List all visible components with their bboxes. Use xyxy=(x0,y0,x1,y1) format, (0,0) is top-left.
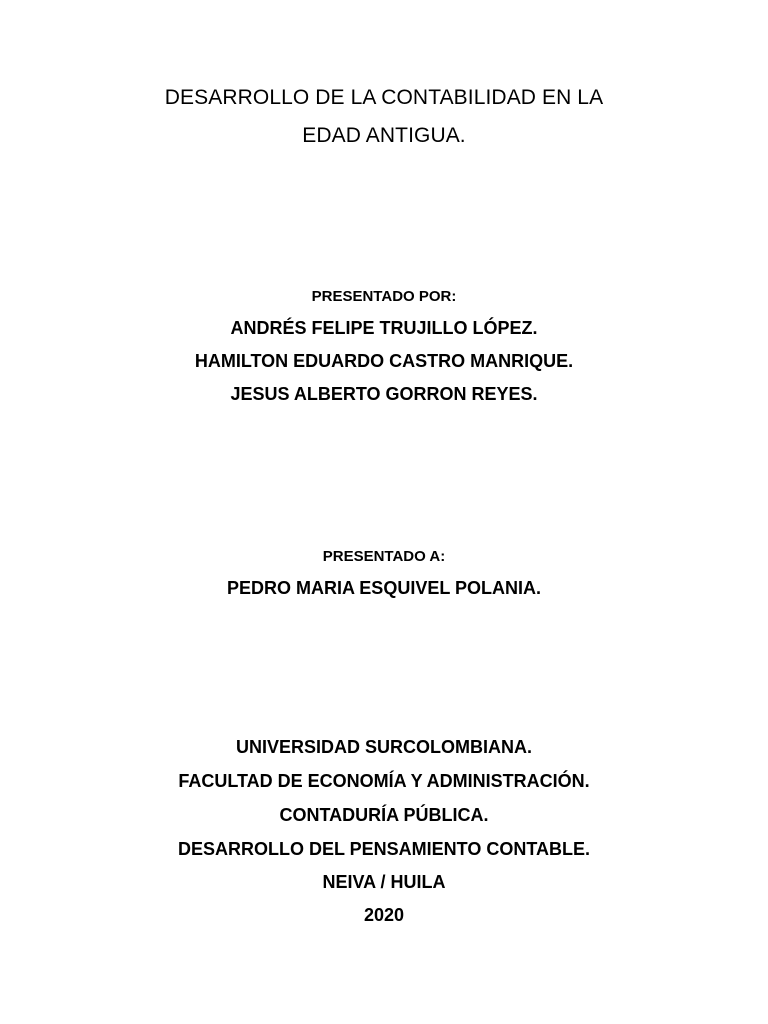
author-name: ANDRÉS FELIPE TRUJILLO LÓPEZ. xyxy=(230,318,538,338)
document-title-line-1: DESARROLLO DE LA CONTABILIDAD EN LA xyxy=(164,86,604,109)
author-name: JESUS ALBERTO GORRON REYES. xyxy=(230,384,538,404)
program-name: CONTADURÍA PÚBLICA. xyxy=(279,805,489,825)
presented-to-label: PRESENTADO A: xyxy=(322,548,446,565)
location: NEIVA / HUILA xyxy=(322,872,446,892)
year: 2020 xyxy=(363,905,405,925)
faculty-name: FACULTAD DE ECONOMÍA Y ADMINISTRACIÓN. xyxy=(178,771,590,791)
document-title-line-2: EDAD ANTIGUA. xyxy=(302,124,466,147)
recipient-name: PEDRO MARIA ESQUIVEL POLANIA. xyxy=(226,578,542,598)
university-name: UNIVERSIDAD SURCOLOMBIANA. xyxy=(235,737,532,757)
course-name: DESARROLLO DEL PENSAMIENTO CONTABLE. xyxy=(177,839,591,859)
author-name: HAMILTON EDUARDO CASTRO MANRIQUE. xyxy=(194,351,574,371)
presented-by-label: PRESENTADO POR: xyxy=(311,288,457,305)
